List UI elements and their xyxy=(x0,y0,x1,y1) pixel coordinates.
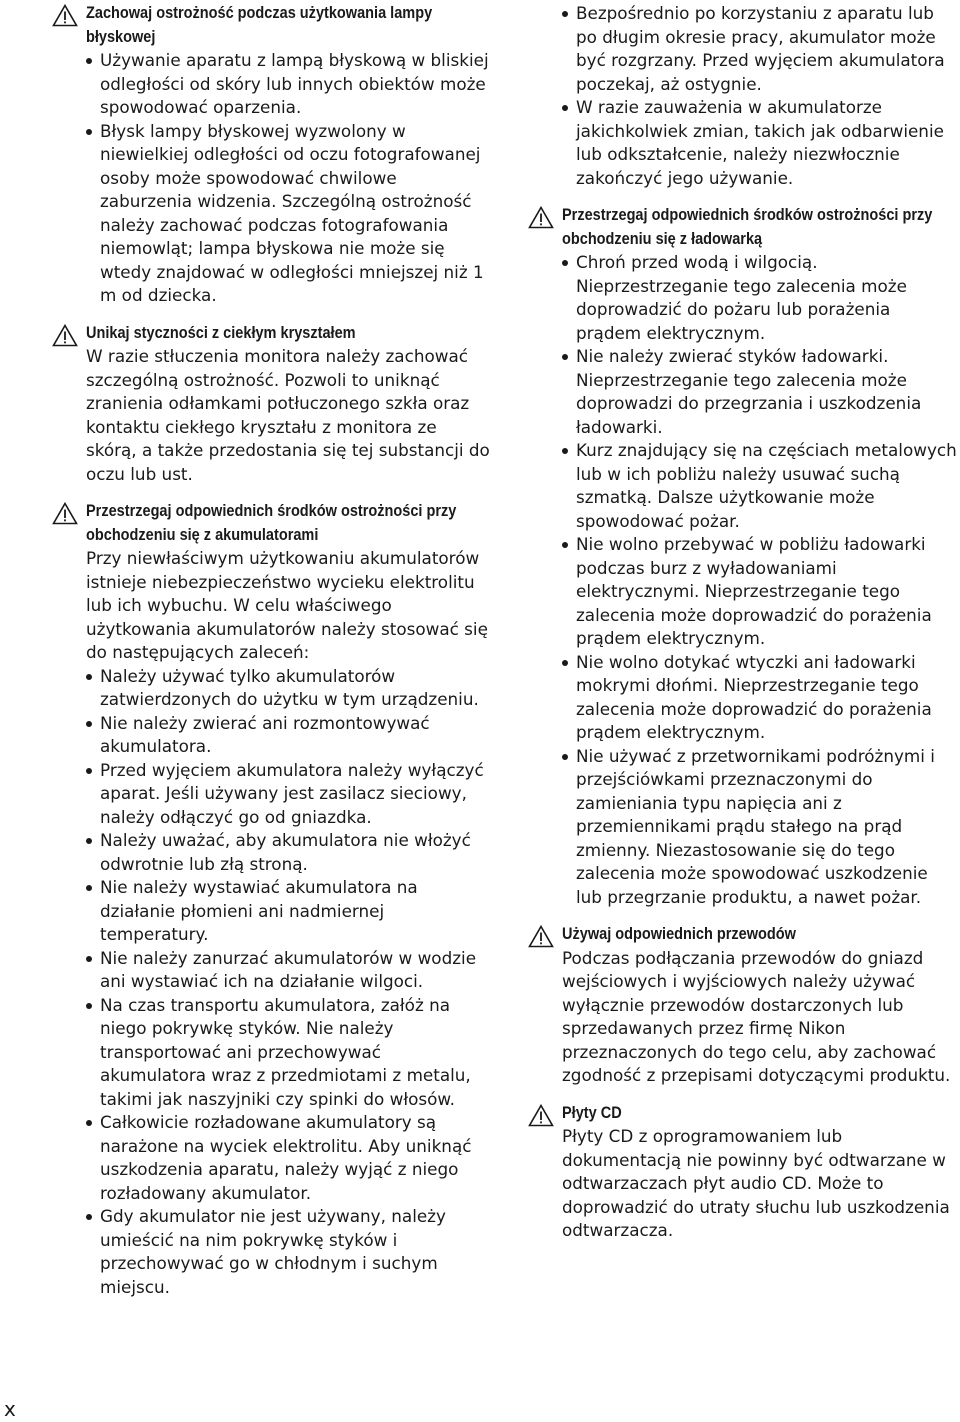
section-liquid-crystal xyxy=(52,322,492,487)
list-item: Nie należy zanurzać akumulatorów w wodzie ani wystawiać ich na działanie wilgoci. xyxy=(86,947,492,994)
list-item: Nie wolno przebywać w pobliżu ładowarki podczas burz z wyładowaniami elektrycznymi. Nieprzestrzeganie tego zalecenia może doprowadzić do porażenia prądem elektrycznym. xyxy=(562,533,958,651)
heading-line: obchodzeniu się z akumulatorami xyxy=(86,525,319,544)
bullet-list xyxy=(562,2,958,190)
heading-line: Płyty CD xyxy=(562,1103,622,1122)
section-text: Przy niewłaściwym użytkowaniu akumulatorów istnieje niebezpieczeństwo wycieku elektrolitu lub ich wybuchu. W celu właściwego użytkowania akumulatorów należy stosować się do następujących zaleceń: xyxy=(86,548,488,662)
warning-icon xyxy=(52,502,78,525)
section-cd xyxy=(528,1102,958,1243)
right-column xyxy=(528,2,958,1257)
bullet-list xyxy=(86,49,492,308)
section-heading xyxy=(86,500,492,547)
warning-icon xyxy=(52,324,78,347)
list-item: Przed wyjęciem akumulatora należy wyłączyć aparat. Jeśli używany jest zasilacz sieciowy, należy odłączyć go od gniazdka. xyxy=(86,759,492,830)
section-heading xyxy=(562,204,958,251)
list-item: Na czas transportu akumulatora, załóż na niego pokrywkę styków. Nie należy transportować ani przechowywać akumulatora wraz z przedmiotami z metalu, takimi jak naszyjniki czy spinki do włosów. xyxy=(86,994,492,1112)
heading-line: błyskowej xyxy=(86,27,156,46)
section-heading xyxy=(562,923,958,947)
heading-line: Zachowaj ostrożność podczas użytkowania lampy xyxy=(86,4,433,22)
list-item: Kurz znajdujący się na częściach metalowych lub w ich pobliżu należy usuwać suchą szmatką. Dalsze użytkowanie może spowodować pożar. xyxy=(562,439,958,533)
list-item: W razie zauważenia w akumulatorze jakichkolwiek zmian, takich jak odbarwienie lub odkształcenie, należy niezwłocznie zakończyć jego używanie. xyxy=(562,96,958,190)
list-item: Nie należy zwierać ani rozmontowywać akumulatora. xyxy=(86,712,492,759)
list-item: Bezpośrednio po korzystaniu z aparatu lub po długim okresie pracy, akumulator może być rozgrzany. Przed wyjęciem akumulatora poczekaj, aż ostygnie. xyxy=(562,2,958,96)
section-flash-caution xyxy=(52,2,492,308)
section-heading xyxy=(86,2,492,49)
list-item: Należy używać tylko akumulatorów zatwierdzonych do użytku w tym urządzeniu. xyxy=(86,665,492,712)
warning-icon xyxy=(528,925,554,948)
list-item: Gdy akumulator nie jest używany, należy umieścić na nim pokrywkę styków i przechowywać go w chłodnym i suchym miejscu. xyxy=(86,1205,492,1299)
heading-line: Unikaj styczności z ciekłym kryształem xyxy=(86,323,356,342)
list-item: Chroń przed wodą i wilgocią. Nieprzestrzeganie tego zalecenia może doprowadzić do pożaru lub porażenia prądem elektrycznym. xyxy=(562,251,958,345)
section-cables xyxy=(528,923,958,1088)
list-item: Nie wolno dotykać wtyczki ani ładowarki mokrymi dłońmi. Nieprzestrzeganie tego zalecenia może doprowadzić do porażenia prądem elektrycznym. xyxy=(562,651,958,745)
section-battery-continued xyxy=(528,2,958,190)
bullet-list xyxy=(86,665,492,1300)
section-text: Płyty CD z oprogramowaniem lub dokumentacją nie powinny być odtwarzane w odtwarzaczach płyt audio CD. Może to doprowadzić do utraty słuchu lub uszkodzenia odtwarzacza. xyxy=(562,1126,950,1240)
list-item: Nie należy zwierać styków ładowarki. Nieprzestrzeganie tego zalecenia może doprowadzi do przegrzania i uszkodzenia ładowarki. xyxy=(562,345,958,439)
heading-line: Przestrzegaj odpowiednich środków ostrożności przy xyxy=(86,502,457,520)
heading-line: Przestrzegaj odpowiednich środków ostrożności przy xyxy=(562,206,933,224)
warning-icon xyxy=(528,1104,554,1127)
list-item: Używanie aparatu z lampą błyskową w bliskiej odległości od skóry lub innych obiektów może spowodować oparzenia. xyxy=(86,49,492,120)
list-item: Nie należy wystawiać akumulatora na działanie płomieni ani nadmiernej temperatury. xyxy=(86,876,492,947)
bullet-list xyxy=(562,251,958,909)
heading-line: obchodzeniu się z ładowarką xyxy=(562,229,763,248)
list-item: Należy uważać, aby akumulatora nie włożyć odwrotnie lub złą stroną. xyxy=(86,829,492,876)
warning-icon xyxy=(52,4,78,27)
heading-line: Używaj odpowiednich przewodów xyxy=(562,925,796,943)
section-text: W razie stłuczenia monitora należy zachować szczególną ostrożność. Pozwoli to uniknąć zranienia odłamkami potłuczonego szkła oraz kontaktu ciekłego kryształu z monitora ze skórą, a także przedostania się tej substancji do oczu lub ust. xyxy=(86,346,490,484)
section-battery-caution xyxy=(52,500,492,1299)
section-heading xyxy=(562,1102,958,1126)
section-charger-caution xyxy=(528,204,958,909)
page-number: x xyxy=(4,1397,16,1421)
section-text: Podczas podłączania przewodów do gniazd wejściowych i wyjściowych należy używać wyłącznie przewodów dostarczonych lub sprzedawanych przez firmę Nikon przeznaczonych do tego celu, aby zachować zgodność z przepisami dotyczącymi produktu. xyxy=(562,947,951,1085)
list-item: Nie używać z przetwornikami podróżnymi i przejściówkami przeznaczonymi do zamieniania typu napięcia ani z przemiennikami prądu stałego na prąd zmienny. Niezastosowanie się do tego zalecenia może spowodować uszkodzenie lub przegrzanie produktu, a nawet pożar. xyxy=(562,745,958,910)
left-column xyxy=(52,2,492,1313)
warning-icon xyxy=(528,206,554,229)
list-item: Całkowicie rozładowane akumulatory są narażone na wyciek elektrolitu. Aby uniknąć uszkodzenia aparatu, należy wyjąć z niego rozładowany akumulator. xyxy=(86,1111,492,1205)
list-item: Błysk lampy błyskowej wyzwolony w niewielkiej odległości od oczu fotografowanej osoby może spowodować chwilowe zaburzenia widzenia. Szczególną ostrożność należy zachować podczas fotografowania niemowląt; lampa błyskowa nie może się wtedy znajdować w odległości mniejszej niż 1 m od dziecka. xyxy=(86,120,492,308)
section-heading xyxy=(86,322,492,346)
